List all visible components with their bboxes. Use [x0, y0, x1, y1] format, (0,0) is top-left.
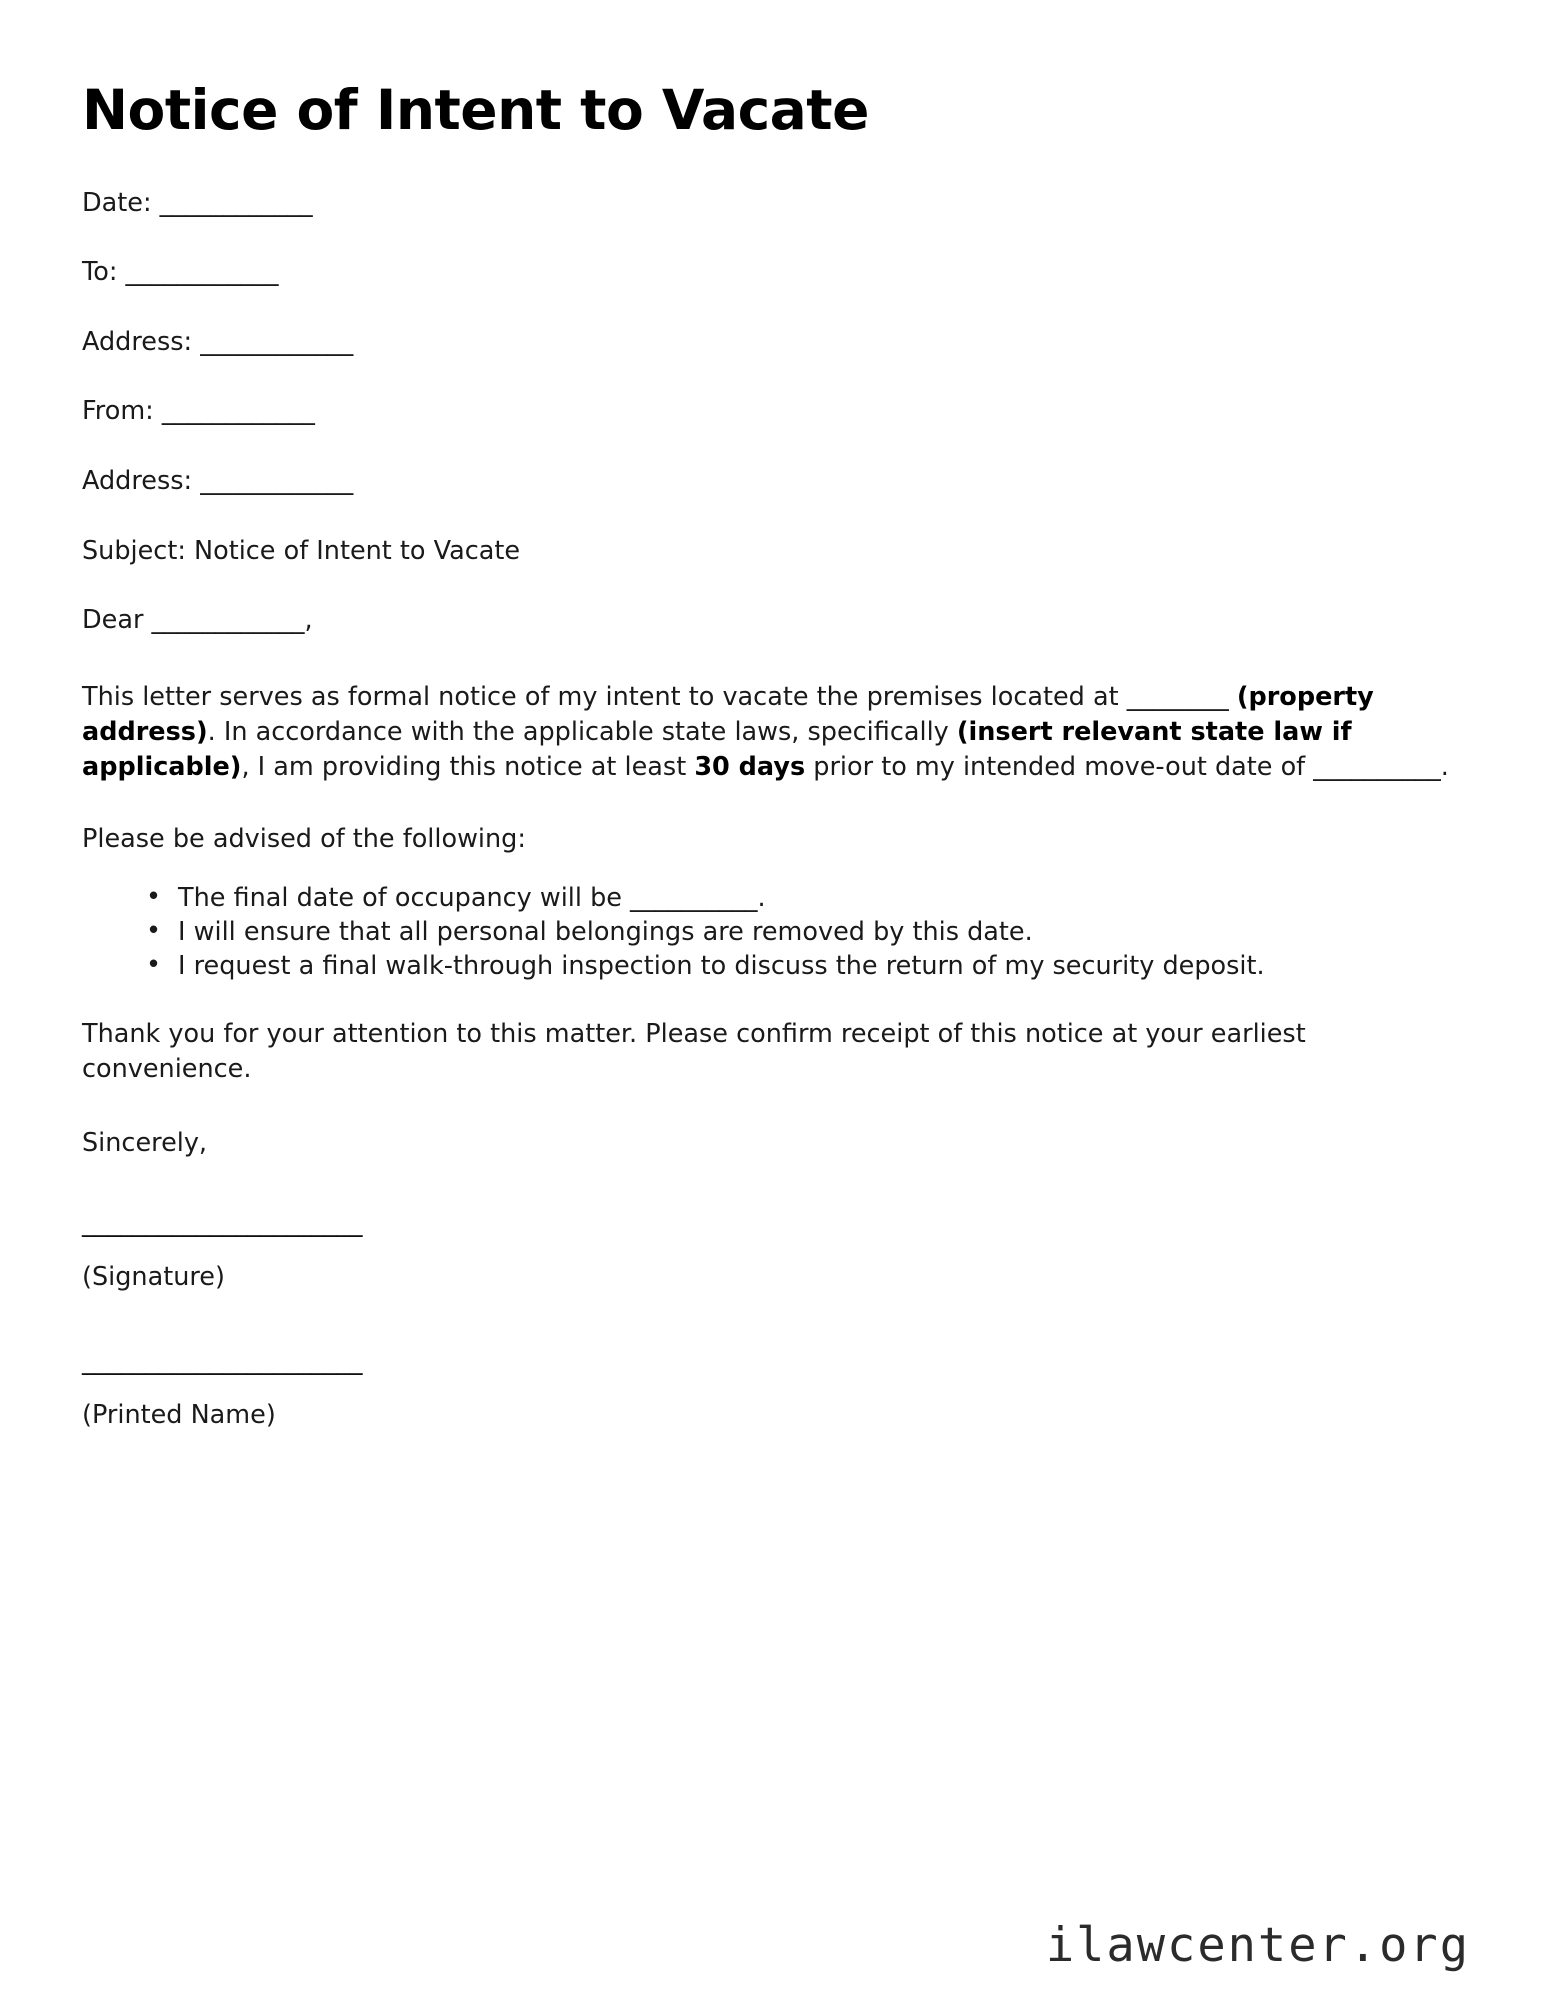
- signature-rule: ______________________: [82, 1207, 363, 1238]
- signature-caption: (Signature): [82, 1262, 225, 1293]
- body-bold-state-law: (insert relevant state law if applicable): [82, 716, 1352, 782]
- body-part-4: prior to my intended move-out date of __________.: [805, 751, 1449, 782]
- list-item: [142, 882, 1472, 916]
- list-item-text: I request a final walk-through inspection to discuss the return of my security deposit.: [178, 950, 1265, 981]
- list-item-text: The final date of occupancy will be __________.: [178, 883, 766, 914]
- field-to: To: ____________: [82, 257, 279, 288]
- printed-name-caption: (Printed Name): [82, 1400, 276, 1431]
- salutation-line: Dear ____________,: [82, 605, 313, 636]
- printed-name-rule: ______________________: [82, 1345, 363, 1376]
- bullet-icon: •: [146, 916, 162, 947]
- bullet-icon: •: [146, 882, 162, 913]
- list-lead-in: Please be advised of the following:: [82, 823, 526, 854]
- page-title: Notice of Intent to Vacate: [82, 78, 869, 142]
- closing-paragraph: Thank you for your attention to this matter. Please confirm receipt of this notice at your earliest convenience.: [82, 1019, 1306, 1085]
- list-item-text: I will ensure that all personal belongings are removed by this date.: [178, 917, 1033, 948]
- advisory-list: [82, 882, 1472, 983]
- field-recipient-address: Address: ____________: [82, 326, 354, 357]
- body-paragraph: [82, 680, 1472, 785]
- sincerely-line: Sincerely,: [82, 1128, 208, 1159]
- field-sender-address: Address: ____________: [82, 465, 354, 496]
- body-bold-property-address: (property address): [82, 681, 1374, 747]
- body-bold-30-days: 30 days: [694, 751, 806, 782]
- subject-line: Subject: Notice of Intent to Vacate: [82, 535, 521, 566]
- bullet-icon: •: [146, 949, 162, 980]
- field-from: From: ____________: [82, 396, 315, 427]
- site-watermark: ilawcenter.org: [1045, 1918, 1470, 1973]
- body-part-1: This letter serves as formal notice of my intent to vacate the premises located at ________: [82, 681, 1237, 712]
- body-part-2: . In accordance with the applicable state laws, specifically: [207, 716, 957, 747]
- list-item: [142, 916, 1472, 950]
- body-part-3: , I am providing this notice at least: [241, 751, 695, 782]
- field-date: Date: ____________: [82, 187, 313, 218]
- list-item: [142, 950, 1472, 984]
